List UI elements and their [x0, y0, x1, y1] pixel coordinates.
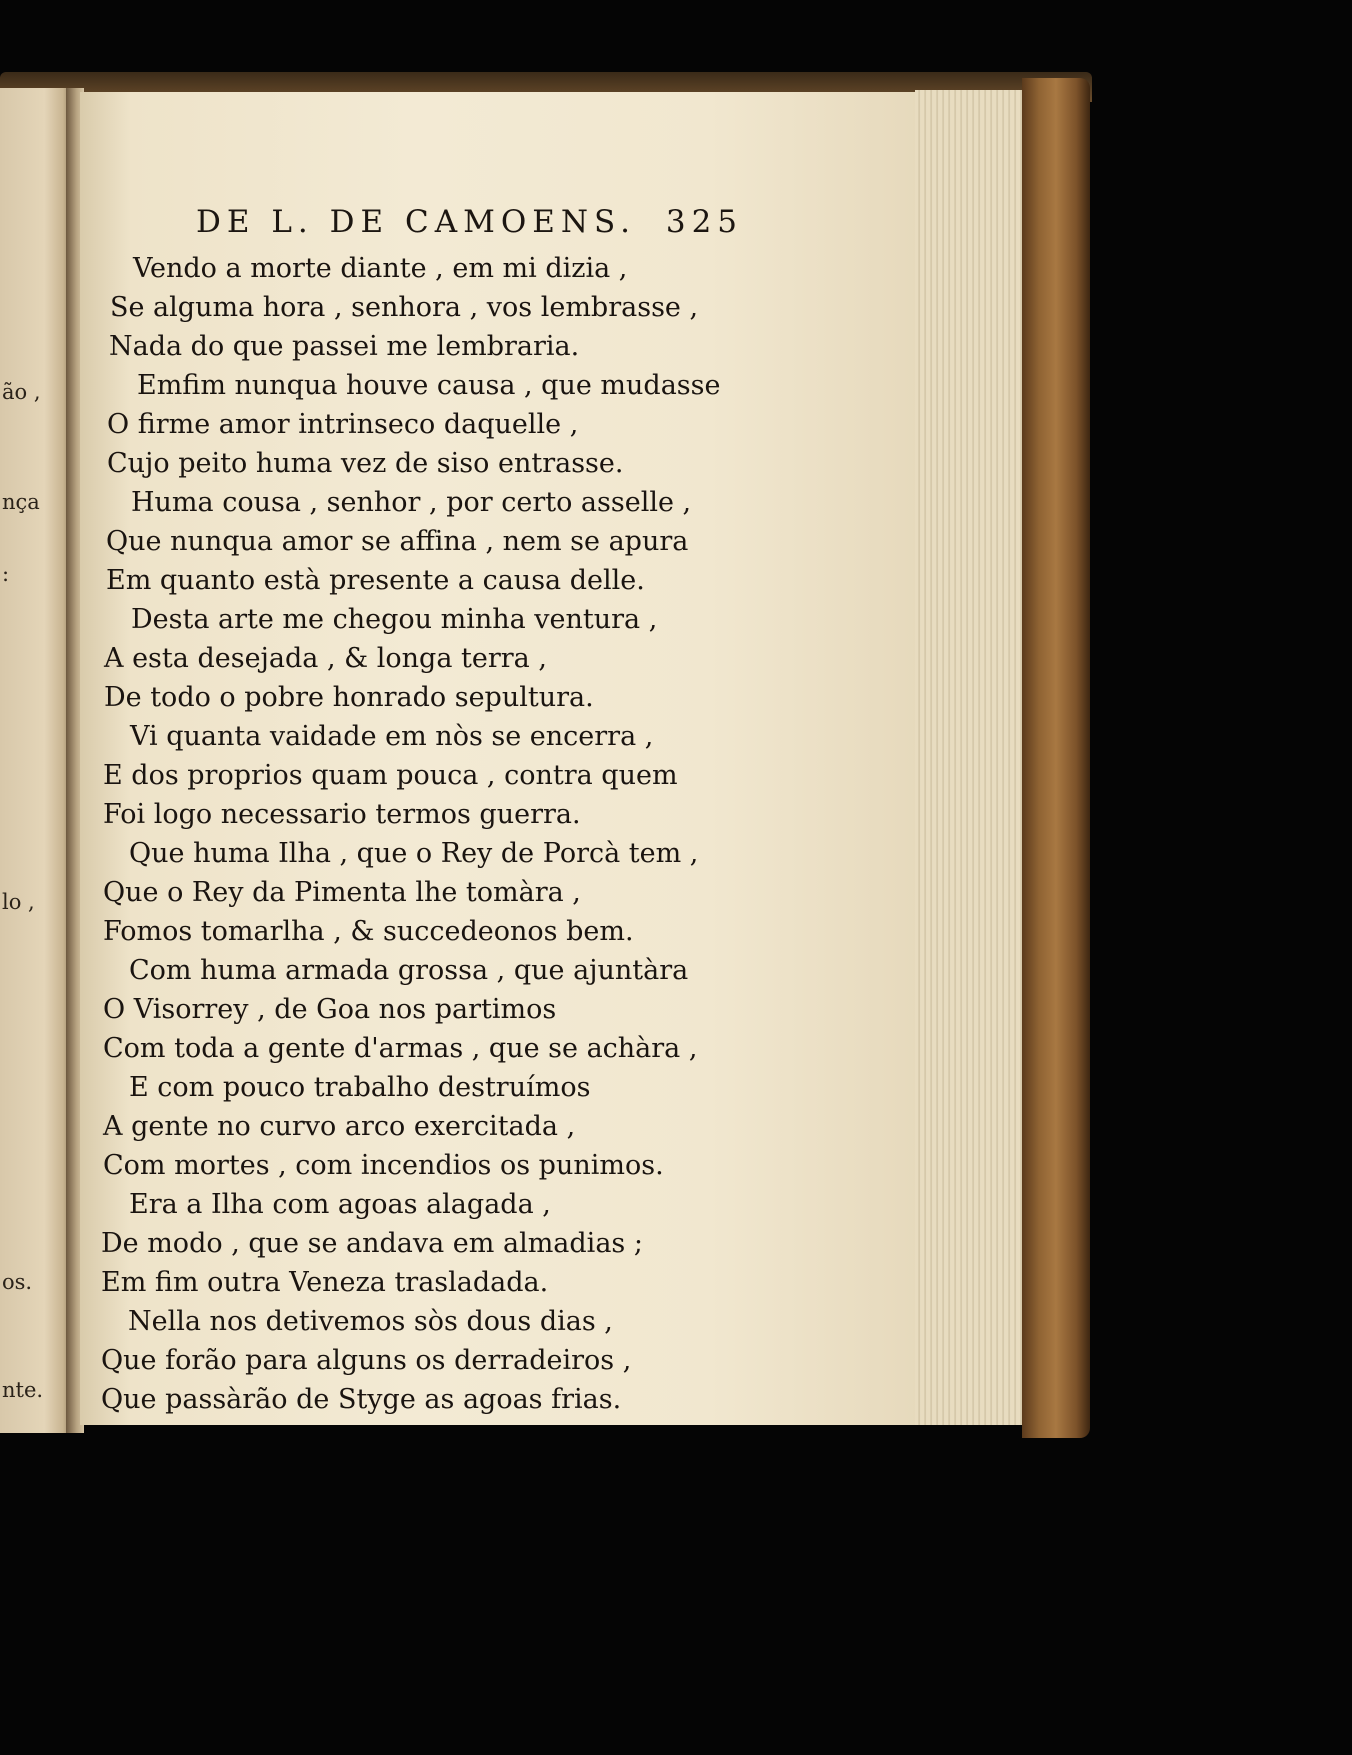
verse-line: De modo , que se andava em almadias ; — [101, 1228, 643, 1259]
verse-line: Nada do que passei me lembraria. — [109, 331, 580, 362]
verse-line: A esta desejada , & longa terra , — [104, 643, 547, 674]
left-page-fragment: nça — [2, 490, 40, 514]
verse-line: Que nunqua amor se affina , nem se apura — [106, 526, 689, 557]
left-page-fragment: : — [2, 562, 10, 586]
verse-line: Cujo peito huma vez de siso entrasse. — [107, 448, 624, 479]
verse-line: Huma cousa , senhor , por certo asselle , — [131, 487, 692, 518]
verse-line: Que passàrão de Styge as agoas frias. — [101, 1384, 622, 1415]
verse-line: Que o Rey da Pimenta lhe tomàra , — [103, 877, 581, 908]
left-page-fragment: os. — [2, 1270, 33, 1294]
left-page-fragment: ão , — [2, 380, 41, 404]
verse-line: De todo o pobre honrado sepultura. — [104, 682, 594, 713]
running-header — [196, 204, 744, 240]
verse-line: Que huma Ilha , que o Rey de Porcà tem , — [129, 838, 699, 869]
verse-line: O Visorrey , de Goa nos partimos — [103, 994, 557, 1025]
verse-line: E com pouco trabalho destruímos — [129, 1072, 591, 1103]
verse-line: Desta arte me chegou minha ventura , — [131, 604, 658, 635]
verse-line: Emfim nunqua houve causa , que mudasse — [137, 370, 721, 401]
left-page — [0, 88, 74, 1433]
verse-line: Que forão para alguns os derradeiros , — [101, 1345, 632, 1376]
verse-line: Nella nos detivemos sòs dous dias , — [128, 1306, 613, 1337]
verse-line: O firme amor intrinseco daquelle , — [107, 409, 579, 440]
page-edges — [915, 90, 1025, 1425]
left-page-fragment: lo , — [2, 890, 35, 914]
verse-line: Se alguma hora , senhora , vos lembrasse , — [110, 292, 699, 323]
page-number: 325 — [665, 204, 744, 240]
verse-line: Fomos tomarlha , & succedeonos bem. — [103, 916, 634, 947]
verse-line: Em quanto està presente a causa delle. — [106, 565, 645, 596]
verse-line: E dos proprios quam pouca , contra quem — [103, 760, 678, 791]
verse-line: Vendo a morte diante , em mi dizia , — [133, 253, 628, 284]
book-spine — [1022, 78, 1090, 1438]
verse-line: Era a Ilha com agoas alagada , — [129, 1189, 551, 1220]
verse-line: Com huma armada grossa , que ajuntàra — [129, 955, 689, 986]
verse-line: Com mortes , com incendios os punimos. — [103, 1150, 664, 1181]
verse-line: A gente no curvo arco exercitada , — [103, 1111, 576, 1142]
running-head-title: DE L. DE CAMOENS. — [196, 204, 636, 240]
verse-line: Em fim outra Veneza trasladada. — [101, 1267, 549, 1298]
left-page-fragment: nte. — [2, 1378, 44, 1402]
verse-line: Vi quanta vaidade em nòs se encerra , — [130, 721, 654, 752]
verse-line: Com toda a gente d'armas , que se achàra , — [103, 1033, 698, 1064]
verse-line: Foi logo necessario termos guerra. — [103, 799, 581, 830]
